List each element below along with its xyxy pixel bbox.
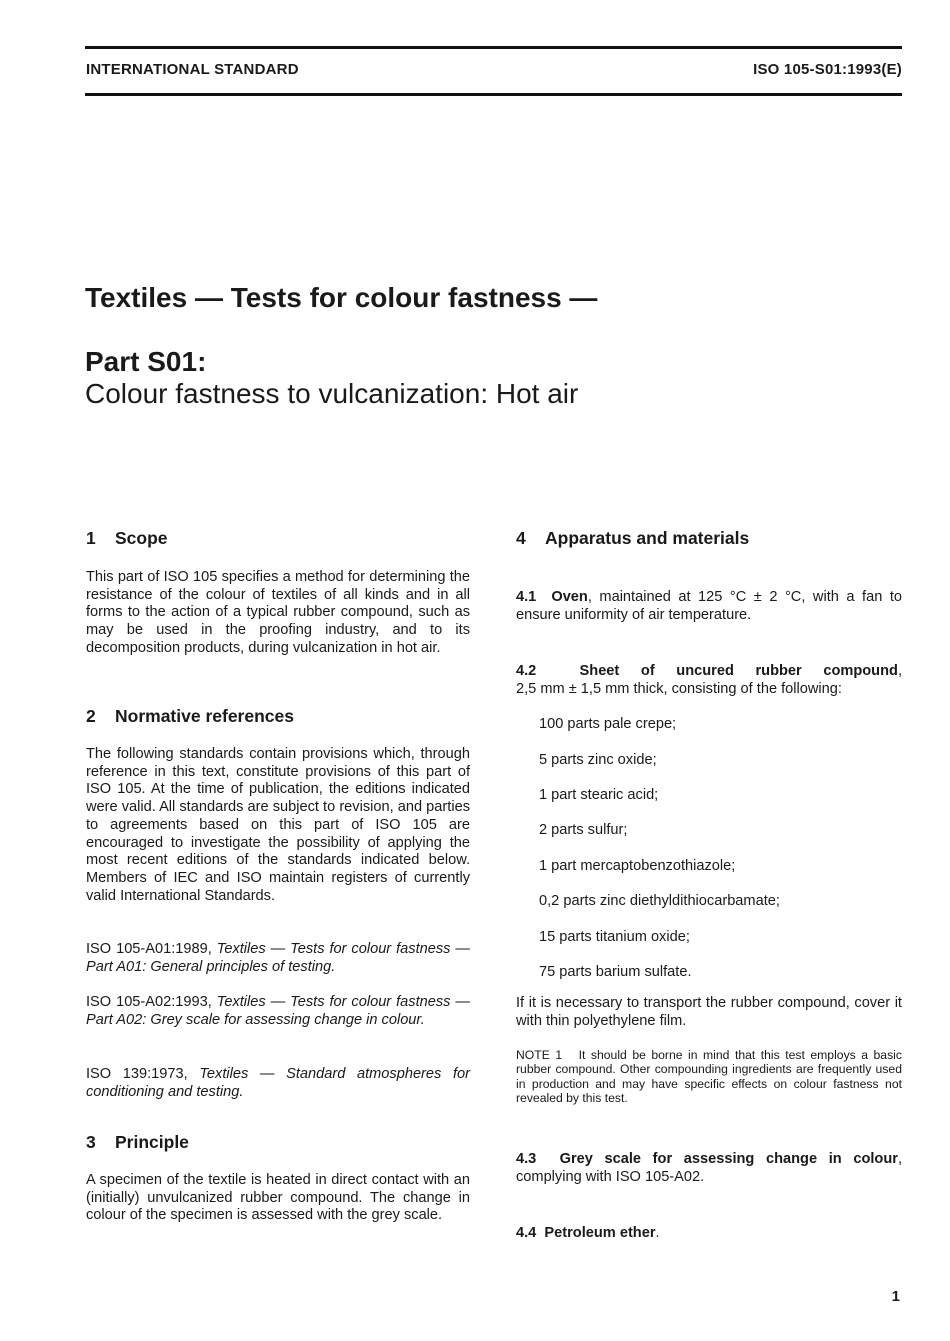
compound-ingredient: 15 parts titanium oxide; [539,929,690,945]
compound-ingredient: 1 part stearic acid; [539,787,659,803]
left-column [86,0,472,1341]
compound-ingredient: 75 parts barium sulfate. [539,964,692,980]
page-number: 1 [891,1288,900,1305]
section-heading-normative-references: 2 Normative references [86,706,294,726]
item-petroleum-ether: 4.4 Petroleum ether. [516,1225,660,1241]
section-heading-principle: 3 Principle [86,1132,189,1152]
transport-paragraph: If it is necessary to transport the rubber compound, cover it with thin polyethylene film. [516,995,902,1029]
document-type: INTERNATIONAL STANDARD [86,61,299,78]
part-label: Part S01: [85,346,207,377]
section-heading-apparatus: 4 Apparatus and materials [516,528,750,548]
compound-ingredient: 100 parts pale crepe; [539,716,677,732]
reference-iso-139: ISO 139:1973, Textiles — Standard atmospheres for conditioning and testing. [86,1066,470,1100]
compound-ingredient: 0,2 parts zinc diethyldithiocarbamate; [539,893,780,909]
normative-paragraph: The following standards contain provisions which, through reference in this text, constitute provisions of this part of ISO 105. At the time of publication, the editions indicated were valid. All standards are subject to revision, and parties to agreements based on this part of ISO 105 are encouraged to investigate the possibility of applying the most recent editions of the standards indicated below. Members of IEC and ISO maintain registers of currently valid International Standards. [86,746,470,904]
section-heading-scope: 1 Scope [86,528,168,548]
compound-ingredient: 5 parts zinc oxide; [539,752,657,768]
compound-ingredient: 1 part mercaptobenzothiazole; [539,858,736,874]
document-title: Textiles — Tests for colour fastness — [85,282,598,313]
item-oven: 4.1 Oven, maintained at 125 °C ± 2 °C, with a fan to ensure uniformity of air temperature. [516,589,903,623]
scope-paragraph: This part of ISO 105 specifies a method for determining the resistance of the colour of textiles of all kinds and in all forms to the action of a typical rubber compound, such as may be used in the proofing industry, and to its decomposition products, during vulcanization in hot air. [86,569,470,656]
principle-paragraph: A specimen of the textile is heated in direct contact with an (initially) unvulcanized rubber compound. The change in colour of the specimen is assessed with the grey scale. [86,1172,470,1224]
item-rubber-sheet: 4.2 Sheet of uncured rubber compound, [516,663,902,679]
part-subtitle: Colour fastness to vulcanization: Hot air [85,378,579,409]
reference-iso-105-a02: ISO 105-A02:1993, Textiles — Tests for colour fastness — Part A02: Grey scale for assessing change in colour. [86,994,470,1028]
note-1: NOTE 1 It should be borne in mind that this test employs a basic rubber compound. Other compounding ingredients are frequently used in production and may have specific effects on colour fastness not revealed by this test. [516,1048,902,1106]
item-grey-scale-spec: complying with ISO 105-A02. [516,1169,705,1185]
right-column [516,0,902,1341]
standard-number: ISO 105-S01:1993(E) [753,61,902,78]
compound-ingredient: 2 parts sulfur; [539,822,628,838]
item-grey-scale: 4.3 Grey scale for assessing change in colour, [516,1151,902,1167]
reference-iso-105-a01: ISO 105-A01:1989, Textiles — Tests for colour fastness — Part A01: General principles of testing. [86,941,470,975]
item-rubber-sheet-spec: 2,5 mm ± 1,5 mm thick, consisting of the following: [516,681,842,697]
